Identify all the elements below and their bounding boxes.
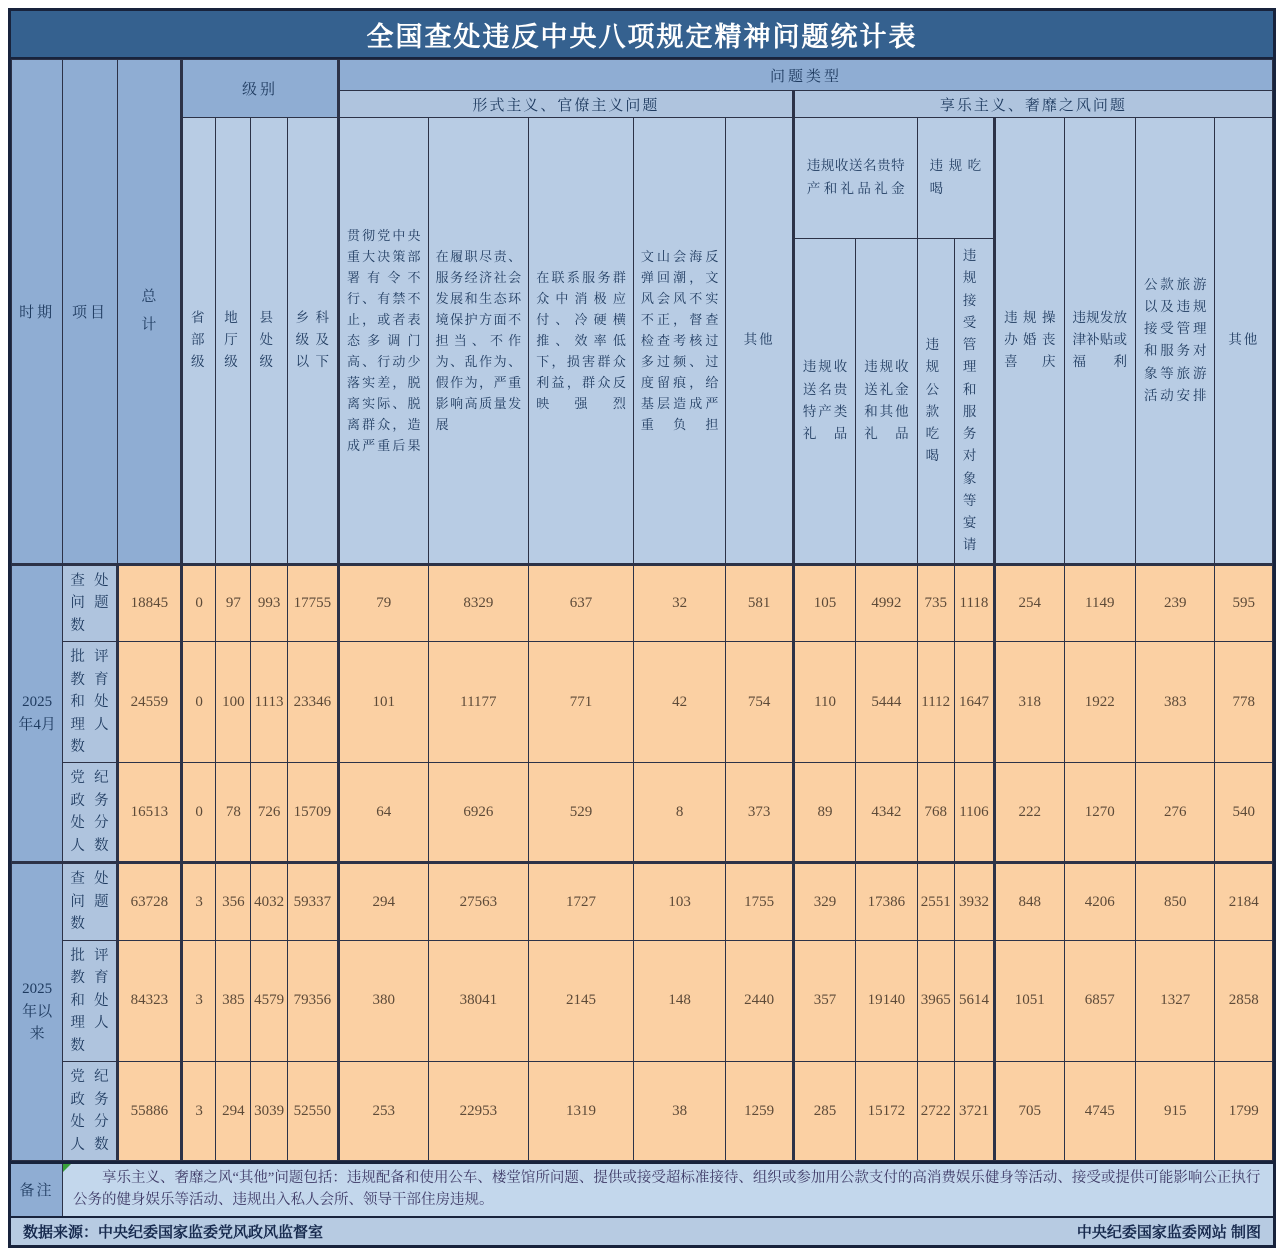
data-cell: 32 (633, 564, 726, 641)
col-header-formalism-3: 在联系服务群众中消极应付、冷硬横推、效率低下，损害群众利益，群众反映强烈 (529, 118, 634, 565)
data-cell: 356 (216, 863, 251, 940)
data-cell: 373 (726, 763, 793, 863)
data-cell: 294 (339, 863, 429, 940)
table-row (12, 642, 1273, 763)
item-cell: 查处问题数 (63, 863, 117, 940)
data-cell: 1647 (954, 642, 994, 763)
data-cell: 78 (216, 763, 251, 863)
data-cell: 4992 (856, 564, 917, 641)
total-cell: 24559 (117, 642, 181, 763)
data-cell: 110 (793, 642, 855, 763)
data-cell: 38 (633, 1062, 726, 1161)
data-cell: 8329 (428, 564, 529, 641)
data-cell: 254 (995, 564, 1064, 641)
data-cell: 0 (182, 763, 216, 863)
table-row (12, 863, 1273, 940)
data-cell: 5444 (856, 642, 917, 763)
data-cell: 97 (216, 564, 251, 641)
item-cell: 党纪政务处分人数 (63, 763, 117, 863)
cell-flag-icon (63, 1164, 71, 1172)
total-cell: 18845 (117, 564, 181, 641)
data-cell: 2722 (917, 1062, 954, 1161)
col-header-county-level: 县处级 (251, 118, 287, 565)
col-header-prefecture-level: 地厅级 (216, 118, 251, 565)
data-cell: 1799 (1215, 1062, 1273, 1161)
data-cell: 42 (633, 642, 726, 763)
data-cell: 4745 (1064, 1062, 1135, 1161)
page-title: 全国查处违反中央八项规定精神问题统计表 (11, 11, 1273, 59)
data-source-text: 数据来源：中央纪委国家监委党风政风监督室 (23, 1223, 324, 1241)
period-cell: 2025年以来 (12, 863, 63, 1161)
data-cell: 148 (633, 940, 726, 1061)
data-cell: 89 (793, 763, 855, 863)
period-cell: 2025年4月 (12, 564, 63, 863)
data-cell: 5614 (954, 940, 994, 1061)
data-cell: 276 (1135, 763, 1215, 863)
data-cell: 848 (995, 863, 1064, 940)
note-label: 备注 (11, 1164, 63, 1216)
data-cell: 1118 (954, 564, 994, 641)
data-cell: 3721 (954, 1062, 994, 1161)
data-cell: 17386 (856, 863, 917, 940)
total-cell: 55886 (117, 1062, 181, 1161)
data-cell: 1113 (251, 642, 287, 763)
col-header-allowances: 违规发放津补贴或福利 (1064, 118, 1135, 565)
data-cell: 1106 (954, 763, 994, 863)
col-header-formalism-other: 其他 (726, 118, 793, 565)
table-row (12, 1062, 1273, 1161)
data-cell: 1922 (1064, 642, 1135, 763)
total-cell: 63728 (117, 863, 181, 940)
data-cell: 726 (251, 763, 287, 863)
data-cell: 79 (339, 564, 429, 641)
data-cell: 1259 (726, 1062, 793, 1161)
data-cell: 1270 (1064, 763, 1135, 863)
data-cell: 103 (633, 863, 726, 940)
total-cell: 16513 (117, 763, 181, 863)
data-cell: 105 (793, 564, 855, 641)
data-cell: 15709 (287, 763, 338, 863)
data-cell: 915 (1135, 1062, 1215, 1161)
data-cell: 318 (995, 642, 1064, 763)
data-cell: 3039 (251, 1062, 287, 1161)
data-cell: 23346 (287, 642, 338, 763)
data-cell: 768 (917, 763, 954, 863)
data-cell: 4032 (251, 863, 287, 940)
data-cell: 385 (216, 940, 251, 1061)
col-group-eating: 违规吃喝 (917, 118, 994, 239)
statistics-table (11, 59, 1273, 1161)
data-cell: 1149 (1064, 564, 1135, 641)
data-cell: 754 (726, 642, 793, 763)
data-cell: 771 (529, 642, 634, 763)
item-cell: 批评教育和处理人数 (63, 642, 117, 763)
col-header-formalism-4: 文山会海反弹回潮，文风会风不实不正，督查检查考核过多过频、过度留痕，给基层造成严重负担 (633, 118, 726, 565)
note-text: 享乐主义、奢靡之风“其他”问题包括：违规配备和使用公车、楼堂馆所问题、提供或接受超标准接待、组织或参加用公款支付的高消费娱乐健身等活动、接受或提供可能影响公正执行公务的健身娱乐等活动、违规出入私人会所、领导干部住房违规。 (73, 1169, 1261, 1209)
total-cell: 84323 (117, 940, 181, 1061)
data-cell: 4342 (856, 763, 917, 863)
data-cell: 637 (529, 564, 634, 641)
data-cell: 1327 (1135, 940, 1215, 1061)
col-group-hedonism: 享乐主义、奢靡之风问题 (793, 91, 1272, 118)
data-cell: 222 (995, 763, 1064, 863)
data-cell: 3 (182, 1062, 216, 1161)
data-cell: 383 (1135, 642, 1215, 763)
data-cell: 100 (216, 642, 251, 763)
data-cell: 529 (529, 763, 634, 863)
data-cell: 22953 (428, 1062, 529, 1161)
data-cell: 19140 (856, 940, 917, 1061)
data-cell: 2184 (1215, 863, 1273, 940)
data-cell: 239 (1135, 564, 1215, 641)
note-body (63, 1164, 1273, 1216)
note-row (11, 1161, 1273, 1216)
col-header-hedonism-other: 其他 (1215, 118, 1273, 565)
data-cell: 4579 (251, 940, 287, 1061)
data-cell: 705 (995, 1062, 1064, 1161)
data-cell: 993 (251, 564, 287, 641)
data-cell: 11177 (428, 642, 529, 763)
item-cell: 批评教育和处理人数 (63, 940, 117, 1061)
table-row (12, 564, 1273, 641)
data-cell: 38041 (428, 940, 529, 1061)
item-cell: 党纪政务处分人数 (63, 1062, 117, 1161)
data-cell: 6926 (428, 763, 529, 863)
item-cell: 查处问题数 (63, 564, 117, 641)
data-cell: 581 (726, 564, 793, 641)
data-cell: 1112 (917, 642, 954, 763)
data-cell: 2145 (529, 940, 634, 1061)
data-cell: 17755 (287, 564, 338, 641)
data-cell: 79356 (287, 940, 338, 1061)
data-cell: 294 (216, 1062, 251, 1161)
data-cell: 2440 (726, 940, 793, 1061)
col-header-formalism-2: 在履职尽责、服务经济社会发展和生态环境保护方面不担当、不作为、乱作为、假作为，严重影响高质量发展 (428, 118, 529, 565)
data-cell: 253 (339, 1062, 429, 1161)
data-cell: 2858 (1215, 940, 1273, 1061)
data-cell: 8 (633, 763, 726, 863)
data-cell: 0 (182, 642, 216, 763)
data-cell: 1727 (529, 863, 634, 940)
data-cell: 59337 (287, 863, 338, 940)
col-header-province-level: 省部级 (182, 118, 216, 565)
col-group-problem-type: 问题类型 (339, 60, 1273, 91)
col-header-weddings-funerals: 违规操办婚丧喜庆 (995, 118, 1064, 565)
col-header-period: 时期 (12, 60, 63, 565)
col-header-formalism-1: 贯彻党中央重大决策部署有令不行、有禁不止，或者表态多调门高、行动少落实差，脱离实际、脱离群众，造成严重后果 (339, 118, 429, 565)
data-cell: 0 (182, 564, 216, 641)
data-cell: 4206 (1064, 863, 1135, 940)
col-header-public-funds-dining: 违规公款吃喝 (917, 239, 954, 565)
col-header-gift-money: 违规收送礼金和其他礼品 (856, 239, 917, 565)
data-cell: 380 (339, 940, 429, 1061)
source-bar (11, 1216, 1273, 1245)
data-cell: 778 (1215, 642, 1273, 763)
data-cell: 2551 (917, 863, 954, 940)
col-header-township-level: 乡科级及以下 (287, 118, 338, 565)
data-cell: 64 (339, 763, 429, 863)
data-cell: 101 (339, 642, 429, 763)
data-cell: 3 (182, 940, 216, 1061)
data-cell: 357 (793, 940, 855, 1061)
data-cell: 3 (182, 863, 216, 940)
table-body (12, 564, 1273, 1160)
data-cell: 595 (1215, 564, 1273, 641)
data-cell: 1755 (726, 863, 793, 940)
col-group-gifts: 违规收送名贵特产和礼品礼金 (793, 118, 917, 239)
col-header-total: 总计 (117, 60, 181, 565)
table-row (12, 940, 1273, 1061)
col-group-level: 级别 (182, 60, 339, 118)
credit-text: 中央纪委国家监委网站 制图 (1076, 1223, 1261, 1241)
col-header-banquet-acceptance: 违规接受管理和服务对象等宴请 (954, 239, 994, 565)
data-cell: 3965 (917, 940, 954, 1061)
col-header-item: 项目 (63, 60, 117, 565)
col-header-public-travel: 公款旅游以及违规接受管理和服务对象等旅游活动安排 (1135, 118, 1215, 565)
data-cell: 27563 (428, 863, 529, 940)
statistics-sheet (8, 8, 1276, 1248)
data-cell: 540 (1215, 763, 1273, 863)
data-cell: 15172 (856, 1062, 917, 1161)
data-cell: 3932 (954, 863, 994, 940)
data-cell: 6857 (1064, 940, 1135, 1061)
col-header-gift-specialty: 违规收送名贵特产类礼品 (793, 239, 855, 565)
data-cell: 850 (1135, 863, 1215, 940)
data-cell: 1319 (529, 1062, 634, 1161)
data-cell: 735 (917, 564, 954, 641)
data-cell: 329 (793, 863, 855, 940)
table-row (12, 763, 1273, 863)
col-group-formalism: 形式主义、官僚主义问题 (339, 91, 794, 118)
data-cell: 52550 (287, 1062, 338, 1161)
data-cell: 285 (793, 1062, 855, 1161)
data-cell: 1051 (995, 940, 1064, 1061)
